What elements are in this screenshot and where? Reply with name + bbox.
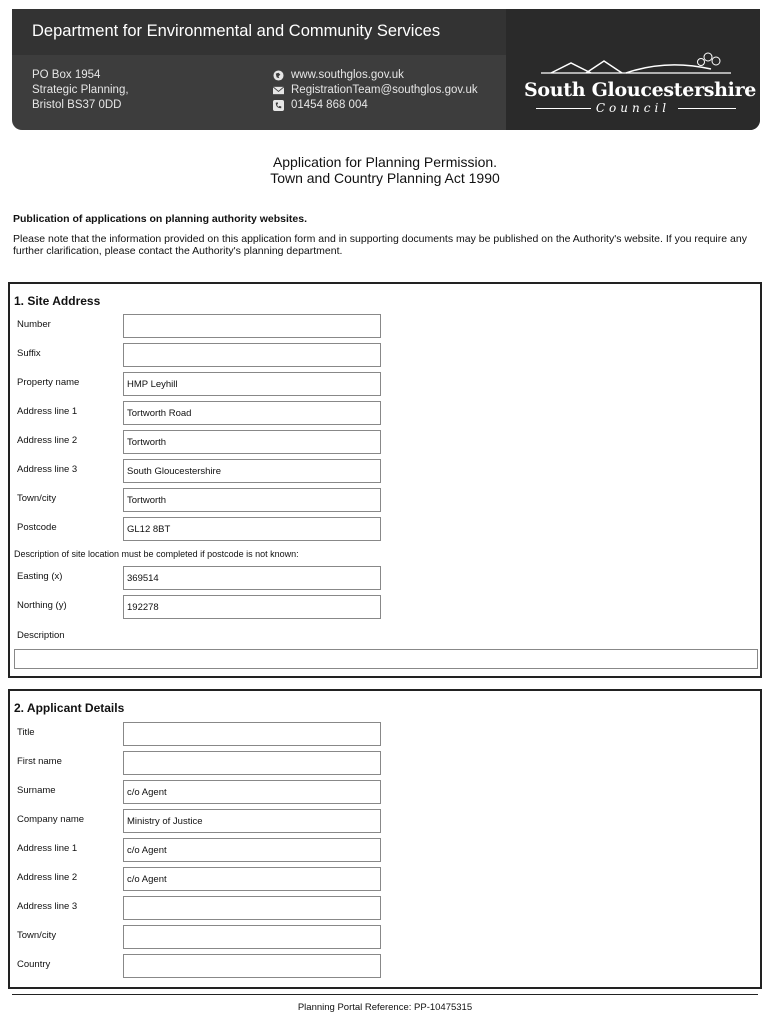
country-label: Country bbox=[17, 959, 51, 970]
address-line-2-field[interactable]: Tortworth bbox=[123, 430, 381, 454]
number-field[interactable] bbox=[123, 314, 381, 338]
town-city-label: Town/city bbox=[17, 930, 57, 941]
bridge-tree-emblem-icon bbox=[536, 49, 736, 79]
first-name-field[interactable] bbox=[123, 751, 381, 775]
surname-field[interactable]: c/o Agent bbox=[123, 780, 381, 804]
address-line-1-label: Address line 1 bbox=[17, 843, 78, 854]
address-line-2-field[interactable]: c/o Agent bbox=[123, 867, 381, 891]
address-line-3-field[interactable] bbox=[123, 896, 381, 920]
address-line-2-label: Address line 2 bbox=[17, 872, 78, 883]
country-field[interactable] bbox=[123, 954, 381, 978]
section-title: 1. Site Address bbox=[14, 294, 101, 308]
address-line: Strategic Planning, bbox=[32, 84, 129, 96]
address-line-3-field[interactable]: South Gloucestershire bbox=[123, 459, 381, 483]
company-name-label: Company name bbox=[17, 814, 85, 825]
council-logo bbox=[506, 9, 760, 130]
easting-field[interactable]: 369514 bbox=[123, 566, 381, 590]
location-note: Description of site location must be completed if postcode is not known: bbox=[14, 549, 299, 559]
form-title: Application for Planning Permission. bbox=[272, 154, 498, 170]
envelope-icon bbox=[272, 85, 285, 96]
address-line-1-field[interactable]: c/o Agent bbox=[123, 838, 381, 862]
address-line-2-label: Address line 2 bbox=[17, 435, 78, 446]
website-link[interactable]: www.southglos.gov.uk bbox=[291, 69, 404, 81]
town-city-field[interactable] bbox=[123, 925, 381, 949]
description-label: Description bbox=[17, 630, 65, 641]
property-name-label: Property name bbox=[17, 377, 80, 388]
surname-label: Surname bbox=[17, 785, 56, 796]
description-field[interactable] bbox=[14, 649, 758, 669]
form-subtitle: Town and Country Planning Act 1990 bbox=[270, 170, 500, 186]
town-city-label: Town/city bbox=[17, 493, 57, 504]
first-name-label: First name bbox=[17, 756, 62, 767]
postcode-label: Postcode bbox=[17, 522, 57, 533]
address-line: PO Box 1954 bbox=[32, 69, 101, 81]
department-name: Department for Environmental and Community Services bbox=[32, 22, 441, 40]
publication-notice: Please note that the information provided on this application form and in supporting documents may be published on the Authority's website. If you require any further clarification, please contact the Authority's planning department. bbox=[13, 233, 747, 257]
northing-field[interactable]: 192278 bbox=[123, 595, 381, 619]
letterhead bbox=[12, 9, 760, 130]
phone-number: 01454 868 004 bbox=[291, 99, 368, 111]
suffix-field[interactable] bbox=[123, 343, 381, 367]
contact-details bbox=[272, 68, 478, 113]
globe-icon bbox=[272, 70, 285, 81]
title-label: Title bbox=[17, 727, 35, 738]
publication-heading: Publication of applications on planning authority websites. bbox=[13, 213, 308, 225]
company-name-field[interactable]: Ministry of Justice bbox=[123, 809, 381, 833]
address-line-3-label: Address line 3 bbox=[17, 464, 78, 475]
department-bar bbox=[12, 9, 506, 55]
easting-label: Easting (x) bbox=[17, 571, 63, 582]
phone-icon bbox=[272, 100, 285, 111]
portal-reference: Planning Portal Reference: PP-10475315 bbox=[297, 1002, 473, 1013]
logo-rule-right bbox=[678, 108, 736, 109]
postcode-field[interactable]: GL12 8BT bbox=[123, 517, 381, 541]
section-title: 2. Applicant Details bbox=[14, 701, 125, 715]
northing-label: Northing (y) bbox=[17, 600, 67, 611]
property-name-field[interactable]: HMP Leyhill bbox=[123, 372, 381, 396]
postal-address bbox=[32, 68, 129, 113]
logo-subtitle: Council bbox=[595, 101, 671, 115]
address-line-3-label: Address line 3 bbox=[17, 901, 78, 912]
footer-divider bbox=[12, 994, 758, 995]
site-address-section bbox=[8, 282, 762, 678]
logo-wordmark: South Gloucestershire bbox=[524, 79, 757, 101]
town-city-field[interactable]: Tortworth bbox=[123, 488, 381, 512]
address-line: Bristol BS37 0DD bbox=[32, 99, 122, 111]
title-field[interactable] bbox=[123, 722, 381, 746]
suffix-label: Suffix bbox=[17, 348, 41, 359]
email-link[interactable]: RegistrationTeam@southglos.gov.uk bbox=[291, 84, 478, 96]
number-label: Number bbox=[17, 319, 51, 330]
applicant-details-section bbox=[8, 689, 762, 989]
address-line-1-label: Address line 1 bbox=[17, 406, 78, 417]
address-line-1-field[interactable]: Tortworth Road bbox=[123, 401, 381, 425]
